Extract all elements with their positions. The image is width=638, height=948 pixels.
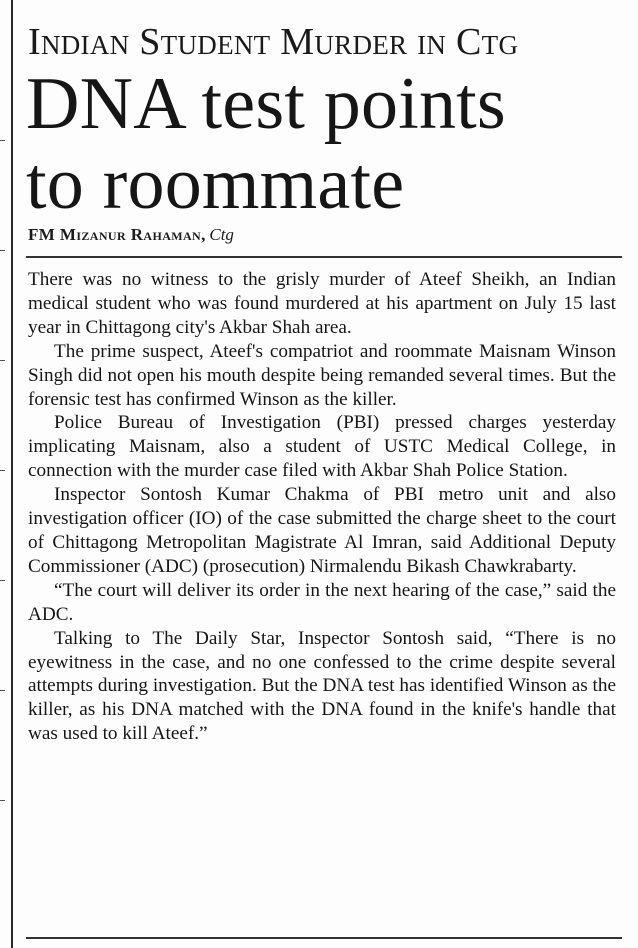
paragraph: Inspector Sontosh Kumar Chakma of PBI metro unit and also investigation officer (IO) of the case submitted the charge sheet to the court of Chittagong Metropolitan Magistrate Al Imran, said Additional Deputy Commissioner (ADC) (prosecution) Nirmalendu Bikash Chawkrabarty. — [28, 484, 616, 577]
kicker-headline: Indian Student Murder in Ctg — [28, 21, 519, 63]
byline-dateline: Ctg — [209, 225, 234, 244]
headline-line-1: DNA test points — [26, 63, 506, 145]
paragraph: “The court will deliver its order in the next hearing of the case,” said the ADC. — [28, 579, 616, 625]
byline-author: FM Mizanur Rahaman — [28, 225, 202, 244]
paragraph: Police Bureau of Investigation (PBI) pressed charges yesterday implicating Maisnam, also a student of USTC Medical College, in connection with the murder case filed with Akbar Shah Police Station. — [28, 412, 616, 482]
paragraph: Talking to The Daily Star, Inspector Sontosh said, “There is no eyewitness in the case, and no one confessed to the crime despite several attempts during investigation. But the DNA test has identified Winson as the killer, as his DNA matched with the DNA found in the knife's handle that was used to kill Ateef.” — [28, 627, 616, 745]
main-headline — [26, 64, 626, 224]
column-rule — [11, 0, 13, 948]
headline-line-2: to roommate — [26, 143, 405, 225]
paragraph: There was no witness to the grisly murder of Ateef Sheikh, an Indian medical student who was found murdered at his apartment on July 15 last year in Chittagong city's Akbar Shah area. — [28, 269, 616, 338]
byline-divider — [26, 256, 622, 258]
paragraph: The prime suspect, Ateef's compatriot and roommate Maisnam Winson Singh did not open his mouth despite being remanded several times. But the forensic test has confirmed Winson as the killer. — [28, 340, 616, 410]
article-body — [28, 268, 616, 746]
bottom-divider — [26, 937, 622, 939]
column-edge-marks — [0, 0, 6, 948]
byline — [28, 224, 234, 246]
byline-separator: , — [201, 225, 206, 244]
